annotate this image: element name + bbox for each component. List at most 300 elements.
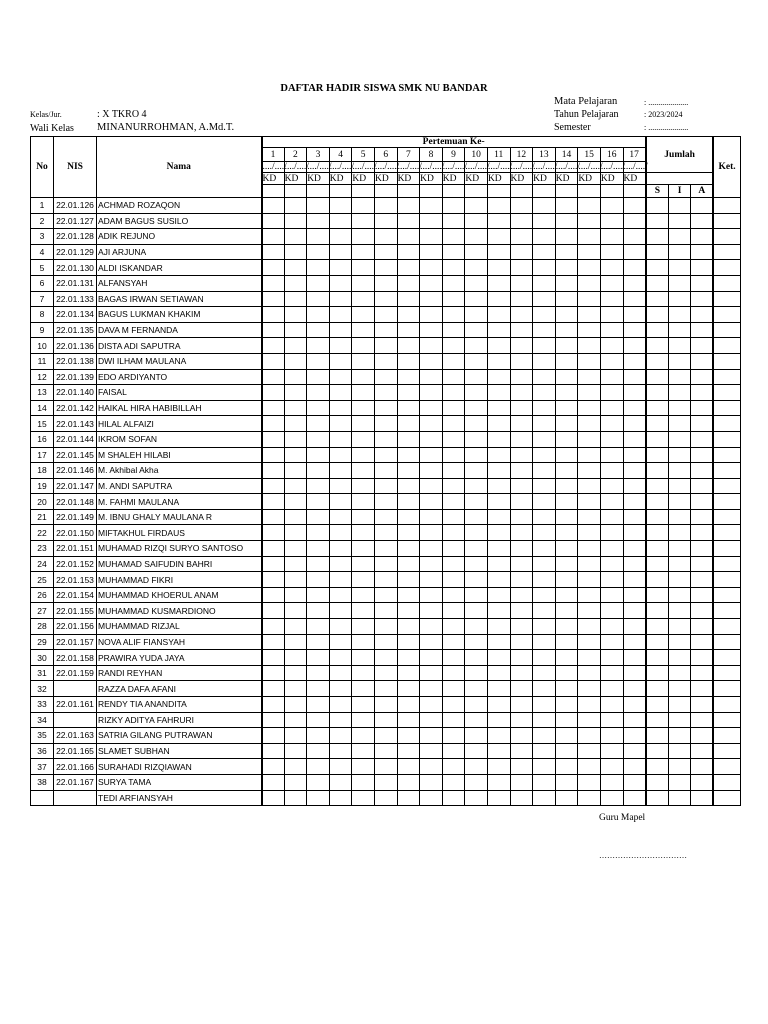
attendance-cell[interactable] [487,198,510,214]
attendance-cell[interactable] [329,353,352,369]
attendance-cell[interactable] [284,447,307,463]
attendance-cell[interactable] [465,556,488,572]
attendance-cell[interactable] [307,291,330,307]
attendance-cell[interactable] [442,369,465,385]
meeting-date-field[interactable]: ..../..../ [465,162,490,172]
attendance-cell[interactable] [533,416,556,432]
jumlah-s-cell[interactable] [646,541,669,557]
attendance-cell[interactable] [284,353,307,369]
jumlah-a-cell[interactable] [691,712,714,728]
meeting-kd-field[interactable]: KD [262,173,285,185]
attendance-cell[interactable] [284,790,307,806]
attendance-cell[interactable] [510,509,533,525]
attendance-cell[interactable] [374,385,397,401]
attendance-cell[interactable] [555,681,578,697]
attendance-cell[interactable] [533,556,556,572]
attendance-cell[interactable] [374,369,397,385]
attendance-cell[interactable] [374,665,397,681]
ket-cell[interactable] [713,665,740,681]
attendance-cell[interactable] [352,697,375,713]
meeting-date-field[interactable]: ..../..../ [307,162,332,172]
attendance-cell[interactable] [510,244,533,260]
jumlah-s-cell[interactable] [646,619,669,635]
jumlah-a-cell[interactable] [691,743,714,759]
attendance-cell[interactable] [420,556,443,572]
jumlah-a-cell[interactable] [691,275,714,291]
attendance-cell[interactable] [465,634,488,650]
attendance-cell[interactable] [284,198,307,214]
attendance-cell[interactable] [465,728,488,744]
attendance-cell[interactable] [623,650,646,666]
attendance-cell[interactable] [329,369,352,385]
attendance-cell[interactable] [623,385,646,401]
attendance-cell[interactable] [555,369,578,385]
meeting-kd-field[interactable]: KD [600,173,623,185]
jumlah-s-cell[interactable] [646,447,669,463]
attendance-cell[interactable] [329,665,352,681]
attendance-cell[interactable] [578,338,601,354]
ket-cell[interactable] [713,400,740,416]
ket-cell[interactable] [713,759,740,775]
attendance-cell[interactable] [307,447,330,463]
jumlah-i-cell[interactable] [668,478,691,494]
jumlah-i-cell[interactable] [668,603,691,619]
attendance-cell[interactable] [284,619,307,635]
attendance-cell[interactable] [329,385,352,401]
attendance-cell[interactable] [555,275,578,291]
meeting-kd-field[interactable]: KD [623,173,646,185]
attendance-cell[interactable] [487,697,510,713]
attendance-cell[interactable] [352,634,375,650]
attendance-cell[interactable] [284,275,307,291]
attendance-cell[interactable] [284,260,307,276]
attendance-cell[interactable] [578,244,601,260]
attendance-cell[interactable] [307,275,330,291]
attendance-cell[interactable] [533,603,556,619]
attendance-cell[interactable] [465,494,488,510]
attendance-cell[interactable] [329,229,352,245]
attendance-cell[interactable] [465,229,488,245]
attendance-cell[interactable] [533,697,556,713]
jumlah-i-cell[interactable] [668,541,691,557]
jumlah-a-cell[interactable] [691,400,714,416]
attendance-cell[interactable] [533,743,556,759]
attendance-cell[interactable] [420,275,443,291]
attendance-cell[interactable] [284,244,307,260]
jumlah-a-cell[interactable] [691,416,714,432]
attendance-cell[interactable] [533,260,556,276]
attendance-cell[interactable] [420,213,443,229]
attendance-cell[interactable] [510,478,533,494]
attendance-cell[interactable] [329,198,352,214]
jumlah-i-cell[interactable] [668,229,691,245]
jumlah-i-cell[interactable] [668,759,691,775]
jumlah-i-cell[interactable] [668,619,691,635]
attendance-cell[interactable] [555,260,578,276]
attendance-cell[interactable] [533,619,556,635]
attendance-cell[interactable] [465,681,488,697]
attendance-cell[interactable] [555,619,578,635]
attendance-cell[interactable] [262,447,285,463]
attendance-cell[interactable] [487,338,510,354]
attendance-cell[interactable] [397,728,420,744]
attendance-cell[interactable] [442,478,465,494]
attendance-cell[interactable] [420,494,443,510]
attendance-cell[interactable] [262,338,285,354]
attendance-cell[interactable] [442,572,465,588]
attendance-cell[interactable] [510,712,533,728]
attendance-cell[interactable] [420,743,443,759]
attendance-cell[interactable] [420,431,443,447]
attendance-cell[interactable] [284,774,307,790]
ket-cell[interactable] [713,790,740,806]
attendance-cell[interactable] [555,478,578,494]
attendance-cell[interactable] [397,509,420,525]
jumlah-a-cell[interactable] [691,541,714,557]
attendance-cell[interactable] [465,587,488,603]
attendance-cell[interactable] [487,431,510,447]
attendance-cell[interactable] [397,213,420,229]
attendance-cell[interactable] [307,307,330,323]
attendance-cell[interactable] [329,322,352,338]
attendance-cell[interactable] [262,509,285,525]
jumlah-s-cell[interactable] [646,416,669,432]
attendance-cell[interactable] [262,213,285,229]
attendance-cell[interactable] [329,697,352,713]
ket-cell[interactable] [713,291,740,307]
attendance-cell[interactable] [352,587,375,603]
attendance-cell[interactable] [374,478,397,494]
attendance-cell[interactable] [555,291,578,307]
attendance-cell[interactable] [600,244,623,260]
attendance-cell[interactable] [420,291,443,307]
attendance-cell[interactable] [578,790,601,806]
attendance-cell[interactable] [487,307,510,323]
meeting-kd-field[interactable]: KD [533,173,556,185]
attendance-cell[interactable] [262,198,285,214]
attendance-cell[interactable] [555,665,578,681]
attendance-cell[interactable] [465,369,488,385]
jumlah-s-cell[interactable] [646,353,669,369]
attendance-cell[interactable] [420,681,443,697]
attendance-cell[interactable] [555,572,578,588]
attendance-cell[interactable] [510,790,533,806]
attendance-cell[interactable] [510,743,533,759]
attendance-cell[interactable] [623,213,646,229]
jumlah-i-cell[interactable] [668,447,691,463]
attendance-cell[interactable] [374,244,397,260]
attendance-cell[interactable] [600,759,623,775]
jumlah-a-cell[interactable] [691,369,714,385]
attendance-cell[interactable] [329,260,352,276]
attendance-cell[interactable] [600,447,623,463]
attendance-cell[interactable] [352,400,375,416]
jumlah-s-cell[interactable] [646,307,669,323]
jumlah-s-cell[interactable] [646,556,669,572]
jumlah-a-cell[interactable] [691,650,714,666]
attendance-cell[interactable] [262,307,285,323]
attendance-cell[interactable] [352,260,375,276]
attendance-cell[interactable] [578,431,601,447]
attendance-cell[interactable] [329,416,352,432]
attendance-cell[interactable] [623,697,646,713]
attendance-cell[interactable] [623,790,646,806]
ket-cell[interactable] [713,213,740,229]
attendance-cell[interactable] [307,697,330,713]
jumlah-i-cell[interactable] [668,244,691,260]
attendance-cell[interactable] [533,587,556,603]
attendance-cell[interactable] [352,478,375,494]
attendance-cell[interactable] [374,759,397,775]
jumlah-i-cell[interactable] [668,681,691,697]
ket-cell[interactable] [713,244,740,260]
attendance-cell[interactable] [307,728,330,744]
jumlah-a-cell[interactable] [691,728,714,744]
attendance-cell[interactable] [420,728,443,744]
attendance-cell[interactable] [262,759,285,775]
attendance-cell[interactable] [623,369,646,385]
attendance-cell[interactable] [487,556,510,572]
attendance-cell[interactable] [374,650,397,666]
attendance-cell[interactable] [578,712,601,728]
attendance-cell[interactable] [262,619,285,635]
attendance-cell[interactable] [262,244,285,260]
attendance-cell[interactable] [262,697,285,713]
attendance-cell[interactable] [397,587,420,603]
jumlah-i-cell[interactable] [668,338,691,354]
meeting-kd-field[interactable]: KD [420,173,443,185]
attendance-cell[interactable] [329,525,352,541]
attendance-cell[interactable] [442,556,465,572]
attendance-cell[interactable] [420,619,443,635]
attendance-cell[interactable] [533,774,556,790]
jumlah-a-cell[interactable] [691,790,714,806]
jumlah-a-cell[interactable] [691,697,714,713]
attendance-cell[interactable] [623,416,646,432]
meeting-date-field[interactable]: ..../..../ [420,162,445,172]
attendance-cell[interactable] [600,275,623,291]
attendance-cell[interactable] [578,650,601,666]
attendance-cell[interactable] [510,416,533,432]
attendance-cell[interactable] [262,494,285,510]
attendance-cell[interactable] [600,369,623,385]
attendance-cell[interactable] [397,244,420,260]
attendance-cell[interactable] [397,790,420,806]
jumlah-a-cell[interactable] [691,447,714,463]
attendance-cell[interactable] [352,541,375,557]
attendance-cell[interactable] [510,260,533,276]
attendance-cell[interactable] [307,385,330,401]
jumlah-i-cell[interactable] [668,509,691,525]
attendance-cell[interactable] [329,400,352,416]
attendance-cell[interactable] [262,478,285,494]
attendance-cell[interactable] [487,541,510,557]
attendance-cell[interactable] [442,416,465,432]
attendance-cell[interactable] [352,603,375,619]
attendance-cell[interactable] [510,494,533,510]
attendance-cell[interactable] [420,774,443,790]
attendance-cell[interactable] [487,416,510,432]
attendance-cell[interactable] [555,509,578,525]
attendance-cell[interactable] [510,603,533,619]
attendance-cell[interactable] [352,198,375,214]
ket-cell[interactable] [713,681,740,697]
meeting-date-field[interactable]: ..../..../ [533,162,558,172]
attendance-cell[interactable] [352,494,375,510]
attendance-cell[interactable] [533,790,556,806]
attendance-cell[interactable] [284,650,307,666]
attendance-cell[interactable] [329,494,352,510]
attendance-cell[interactable] [397,743,420,759]
attendance-cell[interactable] [465,322,488,338]
attendance-cell[interactable] [487,244,510,260]
attendance-cell[interactable] [578,619,601,635]
attendance-cell[interactable] [397,275,420,291]
attendance-cell[interactable] [329,603,352,619]
attendance-cell[interactable] [533,759,556,775]
jumlah-a-cell[interactable] [691,431,714,447]
attendance-cell[interactable] [578,525,601,541]
attendance-cell[interactable] [533,353,556,369]
attendance-cell[interactable] [487,743,510,759]
attendance-cell[interactable] [329,728,352,744]
attendance-cell[interactable] [329,213,352,229]
attendance-cell[interactable] [465,307,488,323]
attendance-cell[interactable] [284,338,307,354]
jumlah-s-cell[interactable] [646,291,669,307]
attendance-cell[interactable] [555,650,578,666]
attendance-cell[interactable] [374,712,397,728]
attendance-cell[interactable] [578,463,601,479]
attendance-cell[interactable] [374,494,397,510]
attendance-cell[interactable] [352,244,375,260]
jumlah-a-cell[interactable] [691,307,714,323]
attendance-cell[interactable] [307,431,330,447]
attendance-cell[interactable] [442,307,465,323]
jumlah-a-cell[interactable] [691,759,714,775]
attendance-cell[interactable] [600,541,623,557]
ket-cell[interactable] [713,541,740,557]
attendance-cell[interactable] [600,291,623,307]
jumlah-a-cell[interactable] [691,634,714,650]
ket-cell[interactable] [713,619,740,635]
attendance-cell[interactable] [352,416,375,432]
jumlah-i-cell[interactable] [668,790,691,806]
attendance-cell[interactable] [555,338,578,354]
ket-cell[interactable] [713,556,740,572]
attendance-cell[interactable] [510,463,533,479]
attendance-cell[interactable] [352,774,375,790]
attendance-cell[interactable] [533,478,556,494]
attendance-cell[interactable] [420,790,443,806]
attendance-cell[interactable] [262,369,285,385]
jumlah-i-cell[interactable] [668,353,691,369]
attendance-cell[interactable] [555,244,578,260]
attendance-cell[interactable] [284,478,307,494]
attendance-cell[interactable] [487,229,510,245]
meeting-kd-field[interactable]: KD [578,173,601,185]
attendance-cell[interactable] [284,525,307,541]
attendance-cell[interactable] [352,431,375,447]
attendance-cell[interactable] [487,774,510,790]
jumlah-i-cell[interactable] [668,385,691,401]
attendance-cell[interactable] [578,603,601,619]
attendance-cell[interactable] [487,665,510,681]
jumlah-a-cell[interactable] [691,385,714,401]
attendance-cell[interactable] [374,541,397,557]
attendance-cell[interactable] [555,541,578,557]
attendance-cell[interactable] [510,556,533,572]
attendance-cell[interactable] [284,743,307,759]
attendance-cell[interactable] [374,681,397,697]
attendance-cell[interactable] [284,572,307,588]
attendance-cell[interactable] [600,572,623,588]
attendance-cell[interactable] [465,650,488,666]
attendance-cell[interactable] [623,728,646,744]
attendance-cell[interactable] [284,665,307,681]
jumlah-i-cell[interactable] [668,291,691,307]
attendance-cell[interactable] [465,291,488,307]
jumlah-s-cell[interactable] [646,697,669,713]
attendance-cell[interactable] [262,416,285,432]
jumlah-a-cell[interactable] [691,244,714,260]
attendance-cell[interactable] [352,665,375,681]
attendance-cell[interactable] [578,681,601,697]
jumlah-i-cell[interactable] [668,198,691,214]
attendance-cell[interactable] [397,447,420,463]
attendance-cell[interactable] [307,494,330,510]
ket-cell[interactable] [713,353,740,369]
attendance-cell[interactable] [262,260,285,276]
attendance-cell[interactable] [600,416,623,432]
jumlah-a-cell[interactable] [691,572,714,588]
attendance-cell[interactable] [262,353,285,369]
attendance-cell[interactable] [578,322,601,338]
jumlah-i-cell[interactable] [668,260,691,276]
attendance-cell[interactable] [510,634,533,650]
attendance-cell[interactable] [420,509,443,525]
attendance-cell[interactable] [510,322,533,338]
jumlah-a-cell[interactable] [691,603,714,619]
attendance-cell[interactable] [307,603,330,619]
attendance-cell[interactable] [555,322,578,338]
attendance-cell[interactable] [578,494,601,510]
attendance-cell[interactable] [307,322,330,338]
attendance-cell[interactable] [262,322,285,338]
attendance-cell[interactable] [600,322,623,338]
attendance-cell[interactable] [329,619,352,635]
ket-cell[interactable] [713,587,740,603]
jumlah-s-cell[interactable] [646,681,669,697]
attendance-cell[interactable] [420,759,443,775]
attendance-cell[interactable] [578,556,601,572]
ket-cell[interactable] [713,525,740,541]
attendance-cell[interactable] [442,431,465,447]
attendance-cell[interactable] [600,774,623,790]
attendance-cell[interactable] [578,572,601,588]
meeting-kd-field[interactable]: KD [465,173,488,185]
attendance-cell[interactable] [533,712,556,728]
attendance-cell[interactable] [578,509,601,525]
attendance-cell[interactable] [510,447,533,463]
attendance-cell[interactable] [397,634,420,650]
attendance-cell[interactable] [284,229,307,245]
attendance-cell[interactable] [374,291,397,307]
meeting-date-field[interactable]: ..../..../ [329,162,355,172]
attendance-cell[interactable] [442,681,465,697]
attendance-cell[interactable] [600,587,623,603]
attendance-cell[interactable] [555,743,578,759]
